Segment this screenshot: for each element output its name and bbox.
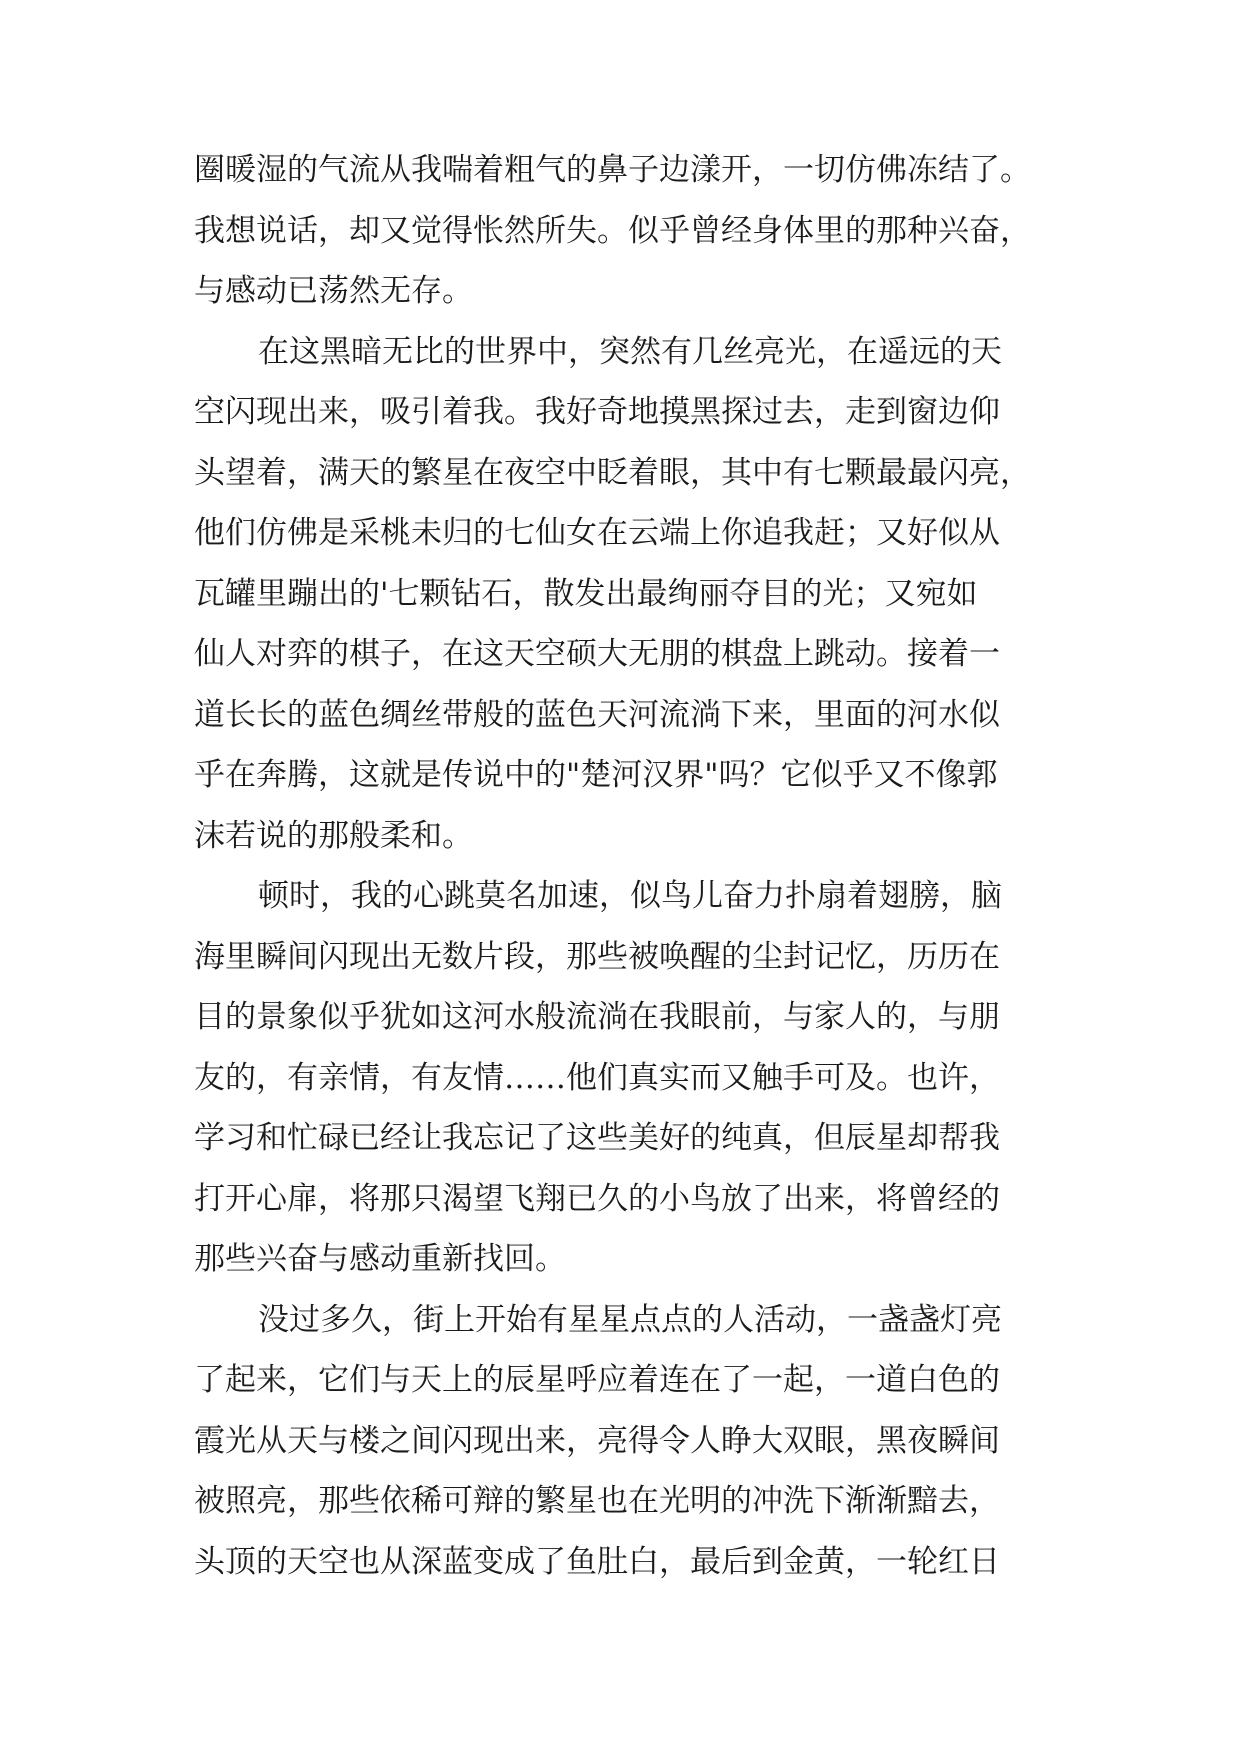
text-line: 霞光从天与楼之间闪现出来，亮得令人睁大双眼，黑夜瞬间 [194, 1422, 1000, 1459]
paragraph-first-line: 没过多久，街上开始有星星点点的人活动，一盏盏灯亮 [258, 1301, 1002, 1338]
text-line: 头望着，满天的繁星在夜空中眨着眼，其中有七颗最最闪亮， [194, 454, 1031, 491]
text-line: 与感动已荡然无存。 [194, 273, 473, 309]
text-line: 海里瞬间闪现出无数片段，那些被唤醒的尘封记忆，历历在 [194, 938, 1000, 975]
text-line: 友的，有亲情，有友情……他们真实而又触手可及。也许， [194, 1059, 1000, 1096]
paragraph-first-line: 在这黑暗无比的世界中，突然有几丝亮光，在遥远的天 [258, 333, 1002, 370]
text-line: 打开心扉，将那只渴望飞翔已久的小鸟放了出来，将曾经的 [194, 1180, 1000, 1217]
text-line: 他们仿佛是采桃未归的七仙女在云端上你追我赶；又好似从 [194, 515, 1000, 551]
text-line: 被照亮，那些依稀可辩的繁星也在光明的冲洗下渐渐黯去， [194, 1483, 1000, 1519]
text-line: 头顶的天空也从深蓝变成了鱼肚白，最后到金黄，一轮红日 [194, 1543, 1000, 1580]
text-line: 目的景象似乎犹如这河水般流淌在我眼前，与家人的，与朋 [194, 999, 1000, 1035]
text-line: 沫若说的那般柔和。 [194, 817, 473, 854]
text-line: 那些兴奋与感动重新找回。 [194, 1241, 566, 1277]
text-line: 圈暖湿的气流从我喘着粗气的鼻子边漾开，一切仿佛冻结了。 [194, 152, 1031, 188]
text-line: 道长长的蓝色绸丝带般的蓝色天河流淌下来，里面的河水似 [194, 696, 1000, 733]
text-line: 乎在奔腾，这就是传说中的"楚河汉界"吗？它似乎又不像郭 [194, 757, 998, 793]
text-line: 学习和忙碌已经让我忘记了这些美好的纯真，但辰星却帮我 [194, 1120, 1000, 1156]
text-line: 我想说话，却又觉得怅然所失。似乎曾经身体里的那种兴奋， [194, 212, 1031, 249]
text-line: 空闪现出来，吸引着我。我好奇地摸黑探过去，走到窗边仰 [194, 394, 1000, 430]
paragraph-first-line: 顿时，我的心跳莫名加速，似鸟儿奋力扑扇着翅膀，脑 [258, 878, 1002, 914]
text-line: 了起来，它们与天上的辰星呼应着连在了一起，一道白色的 [194, 1362, 1000, 1398]
text-line: 仙人对弈的棋子，在这天空硕大无朋的棋盘上跳动。接着一 [194, 636, 1000, 672]
essay-text [194, 140, 1094, 1592]
text-line: 瓦罐里蹦出的'七颗钻石，散发出最绚丽夺目的光；又宛如 [194, 575, 978, 612]
